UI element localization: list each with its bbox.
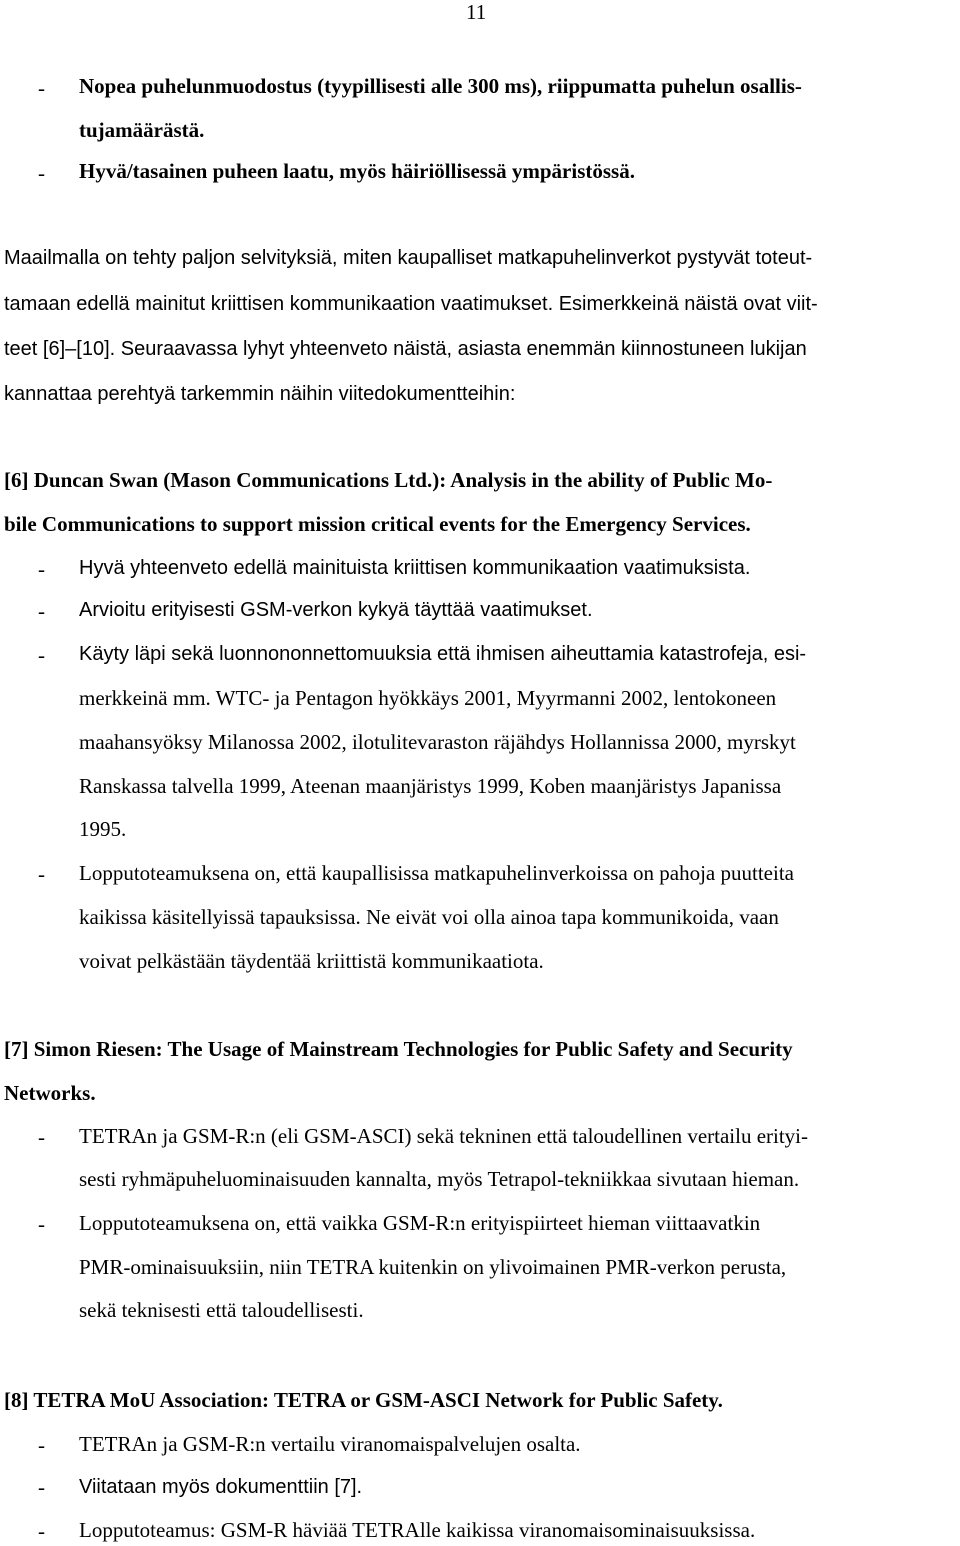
bullet-dash: - <box>38 76 45 100</box>
bullet-dash: - <box>38 1125 45 1149</box>
ref6-bullet-4-line-2: kaikissa käsitellyissä tapauksissa. Ne eivät voi olla ainoa tapa kommunikoida, vaan <box>79 905 779 929</box>
reference-6-heading-line-1: [6] Duncan Swan (Mason Communications Ltd.): Analysis in the ability of Public Mo- <box>4 468 773 492</box>
bullet-dash: - <box>38 862 45 886</box>
reference-7-heading-line-2: Networks. <box>4 1081 96 1105</box>
reference-7-heading-line-1: [7] Simon Riesen: The Usage of Mainstream Technologies for Public Safety and Security <box>4 1037 793 1061</box>
ref6-bullet-4-line-1: Lopputoteamuksena on, että kaupallisissa matkapuhelinverkoissa on pahoja puutteita <box>79 861 794 885</box>
ref7-bullet-2-line-3: sekä teknisesti että taloudellisesti. <box>79 1298 364 1322</box>
bullet-dash: - <box>38 1212 45 1236</box>
ref8-bullet-2: Viitataan myös dokumenttiin [7]. <box>79 1476 363 1498</box>
ref6-bullet-1: Hyvä yhteenveto edellä mainituista kriittisen kommunikaation vaatimuksista. <box>79 557 751 579</box>
bullet-dash: - <box>38 1475 45 1499</box>
paragraph-line-1: Maailmalla on tehty paljon selvityksiä, miten kaupalliset matkapuhelinverkot pystyvät toteut- <box>4 247 813 269</box>
paragraph-line-3: teet [6]–[10]. Seuraavassa lyhyt yhteenveto näistä, asiasta enemmän kiinnostuneen lukijan <box>4 338 807 360</box>
bullet-dash: - <box>38 643 45 667</box>
intro-bullet-2-line-1: Hyvä/tasainen puheen laatu, myös häiriöllisessä ympäristössä. <box>79 159 635 183</box>
paragraph-line-4: kannattaa perehtyä tarkemmin näihin viitedokumentteihin: <box>4 383 516 405</box>
ref6-bullet-3-line-2: merkkeinä mm. WTC- ja Pentagon hyökkäys 2001, Myyrmanni 2002, lentokoneen <box>79 686 777 710</box>
ref6-bullet-3-line-3: maahansyöksy Milanossa 2002, ilotulitevaraston räjähdys Hollannissa 2000, myrskyt <box>79 730 796 754</box>
bullet-dash: - <box>38 557 45 581</box>
bullet-dash: - <box>38 1519 45 1543</box>
ref6-bullet-3-line-4: Ranskassa talvella 1999, Ateenan maanjäristys 1999, Koben maanjäristys Japanissa <box>79 774 782 798</box>
reference-8-heading: [8] TETRA MoU Association: TETRA or GSM-ASCI Network for Public Safety. <box>4 1388 723 1412</box>
ref6-bullet-3-line-5: 1995. <box>79 817 127 841</box>
ref6-bullet-4-line-3: voivat pelkästään täydentää kriittistä kommunikaatiota. <box>79 949 544 973</box>
ref7-bullet-1-line-1: TETRAn ja GSM-R:n (eli GSM-ASCI) sekä tekninen että taloudellinen vertailu erityi- <box>79 1124 809 1148</box>
reference-6-heading-line-2: bile Communications to support mission critical events for the Emergency Services. <box>4 512 751 536</box>
paragraph-line-2: tamaan edellä mainitut kriittisen kommunikaation vaatimukset. Esimerkkeinä näistä ovat viit- <box>4 293 818 315</box>
ref8-bullet-3: Lopputoteamus: GSM-R häviää TETRAlle kaikissa viranomaisominaisuuksissa. <box>79 1518 756 1542</box>
intro-bullet-1-line-1: Nopea puhelunmuodostus (tyypillisesti alle 300 ms), riippumatta puhelun osallis- <box>79 74 802 98</box>
ref6-bullet-2: Arvioitu erityisesti GSM-verkon kykyä täyttää vaatimukset. <box>79 599 593 621</box>
ref7-bullet-2-line-2: PMR-ominaisuuksiin, niin TETRA kuitenkin on ylivoimainen PMR-verkon perusta, <box>79 1255 787 1279</box>
bullet-dash: - <box>38 161 45 185</box>
ref8-bullet-1: TETRAn ja GSM-R:n vertailu viranomaispalvelujen osalta. <box>79 1432 581 1456</box>
bullet-dash: - <box>38 1433 45 1457</box>
ref7-bullet-1-line-2: sesti ryhmäpuheluominaisuuden kannalta, myös Tetrapol-tekniikkaa sivutaan hieman. <box>79 1167 800 1191</box>
page-number: 11 <box>466 0 487 24</box>
intro-bullet-1-line-2: tujamäärästä. <box>79 118 205 142</box>
bullet-dash: - <box>38 599 45 623</box>
ref7-bullet-2-line-1: Lopputoteamuksena on, että vaikka GSM-R:n erityispiirteet hieman viittaavatkin <box>79 1211 761 1235</box>
ref6-bullet-3-line-1: Käyty läpi sekä luonnononnettomuuksia että ihmisen aiheuttamia katastrofeja, esi- <box>79 643 807 665</box>
